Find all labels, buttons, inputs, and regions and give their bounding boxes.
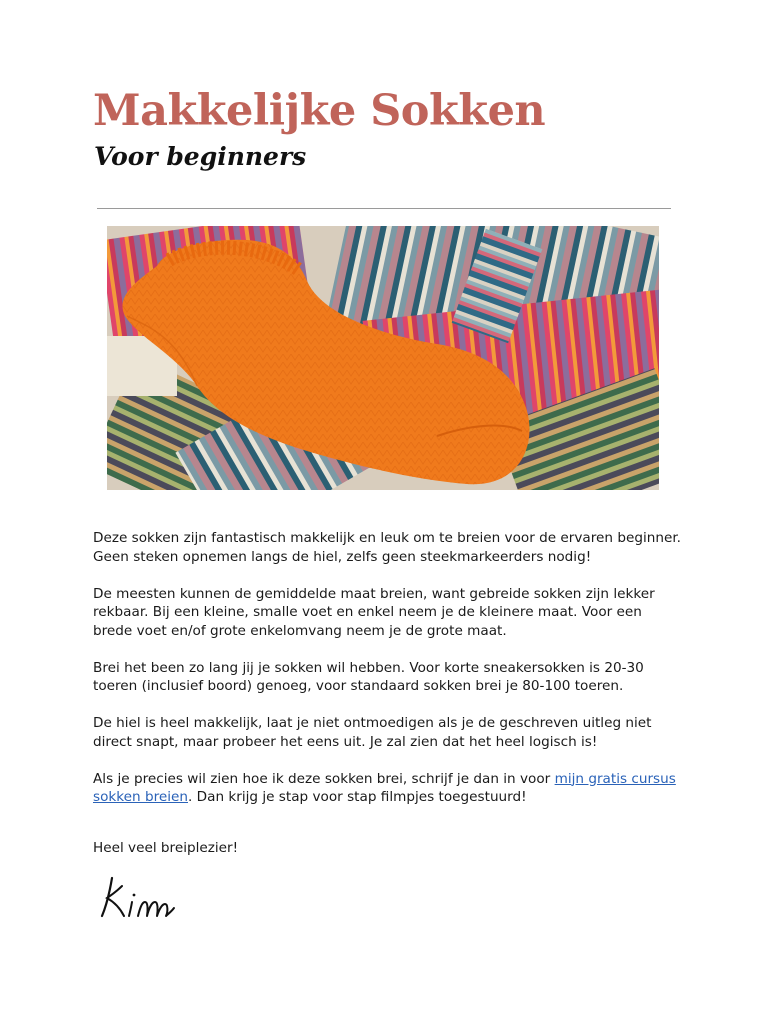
course-link[interactable]: mijn gratis cursus sokken breien <box>93 770 676 805</box>
knitted-socks-photo <box>107 226 659 490</box>
body-text <box>93 529 683 825</box>
paragraph-heel: De hiel is heel makkelijk, laat je niet ontmoedigen als je de geschreven uitleg niet direct snapt, maar probeer het eens uit. Je zal zien dat het heel logisch is! <box>93 715 652 750</box>
page-title: Makkelijke Sokken <box>93 86 546 136</box>
course-text-after: . Dan krijg je stap voor stap filmpjes toegestuurd! <box>188 789 527 805</box>
paragraph-course <box>93 770 683 807</box>
signature-kim <box>98 872 178 924</box>
page-subtitle: Voor beginners <box>94 142 307 171</box>
paragraph-intro: Deze sokken zijn fantastisch makkelijk en leuk om te breien voor de ervaren beginner. Geen steken opnemen langs de hiel, zelfs geen steekmarkeerders nodig! <box>93 530 682 565</box>
course-text-before: Als je precies wil zien hoe ik deze sokken brei, schrijf je dan in voor <box>93 770 555 787</box>
paragraph-sizes: De meesten kunnen de gemiddelde maat breien, want gebreide sokken zijn lekker rekbaar. Bij een kleine, smalle voet en enkel neem je de kleinere maat. Voor een brede voet en/of grote enkelomvang neem je de grote maat. <box>93 585 655 639</box>
closing-line: Heel veel breiplezier! <box>93 840 239 856</box>
paragraph-leg-length: Brei het been zo lang jij je sokken wil hebben. Voor korte sneakersokken is 20-30 toeren (inclusief boord) genoeg, voor standaard sokken brei je 80-100 toeren. <box>93 659 644 694</box>
divider <box>97 208 671 209</box>
